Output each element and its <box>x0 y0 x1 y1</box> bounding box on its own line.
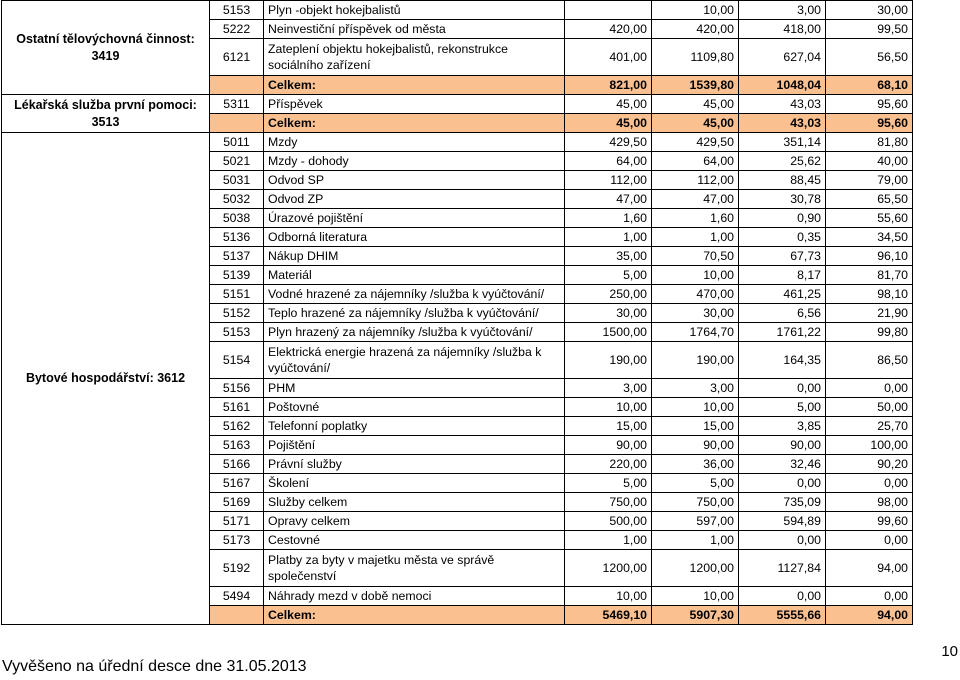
value-col-3: 0,90 <box>739 209 826 228</box>
value-col-2: 10,00 <box>652 1 739 20</box>
value-col-1: 5,00 <box>565 474 652 493</box>
value-col-1: 5,00 <box>565 266 652 285</box>
item-code: 5139 <box>210 266 264 285</box>
item-code: 5162 <box>210 417 264 436</box>
item-description: Platby za byty v majetku města ve správě společenství <box>264 550 565 587</box>
value-col-percent: 96,10 <box>826 247 913 266</box>
value-col-2: 10,00 <box>652 398 739 417</box>
value-col-1: 500,00 <box>565 512 652 531</box>
item-description: Cestovné <box>264 531 565 550</box>
value-col-percent: 50,00 <box>826 398 913 417</box>
budget-table <box>1 0 913 625</box>
value-col-percent: 95,60 <box>826 114 913 133</box>
item-code: 5494 <box>210 587 264 606</box>
value-col-3: 3,00 <box>739 1 826 20</box>
item-description: Náhrady mezd v době nemoci <box>264 587 565 606</box>
item-code: 5169 <box>210 493 264 512</box>
value-col-3: 5555,66 <box>739 606 826 625</box>
value-col-3: 1761,22 <box>739 323 826 342</box>
item-description: Služby celkem <box>264 493 565 512</box>
value-col-3: 30,78 <box>739 190 826 209</box>
item-code: 5153 <box>210 323 264 342</box>
item-description: Odvod ZP <box>264 190 565 209</box>
item-description: PHM <box>264 379 565 398</box>
value-col-1: 429,50 <box>565 133 652 152</box>
value-col-percent: 68,10 <box>826 76 913 95</box>
value-col-percent: 21,90 <box>826 304 913 323</box>
value-col-percent: 0,00 <box>826 587 913 606</box>
value-col-percent: 79,00 <box>826 171 913 190</box>
value-col-3: 1048,04 <box>739 76 826 95</box>
value-col-3: 88,45 <box>739 171 826 190</box>
item-code: 5161 <box>210 398 264 417</box>
value-col-percent: 40,00 <box>826 152 913 171</box>
footer-posted-note: Vyvěšeno na úřední desce dne 31.05.2013 <box>2 658 307 675</box>
item-code: 5163 <box>210 436 264 455</box>
value-col-1: 401,00 <box>565 39 652 76</box>
value-col-1: 190,00 <box>565 342 652 379</box>
value-col-percent: 99,50 <box>826 20 913 39</box>
item-code <box>210 76 264 95</box>
value-col-3: 3,85 <box>739 417 826 436</box>
value-col-percent: 98,00 <box>826 493 913 512</box>
item-code: 5171 <box>210 512 264 531</box>
value-col-1: 15,00 <box>565 417 652 436</box>
section-title: Lékařská služba první pomoci: 3513 <box>2 95 210 133</box>
item-code: 5152 <box>210 304 264 323</box>
total-label: Celkem: <box>264 76 565 95</box>
value-col-2: 10,00 <box>652 266 739 285</box>
value-col-percent: 94,00 <box>826 606 913 625</box>
value-col-2: 420,00 <box>652 20 739 39</box>
value-col-percent: 98,10 <box>826 285 913 304</box>
value-col-2: 47,00 <box>652 190 739 209</box>
value-col-3: 90,00 <box>739 436 826 455</box>
value-col-3: 6,56 <box>739 304 826 323</box>
value-col-percent: 81,80 <box>826 133 913 152</box>
value-col-1: 35,00 <box>565 247 652 266</box>
value-col-percent: 0,00 <box>826 531 913 550</box>
value-col-3: 0,00 <box>739 587 826 606</box>
value-col-2: 70,50 <box>652 247 739 266</box>
value-col-1: 10,00 <box>565 398 652 417</box>
item-description: Nákup DHIM <box>264 247 565 266</box>
value-col-3: 461,25 <box>739 285 826 304</box>
value-col-1: 5469,10 <box>565 606 652 625</box>
value-col-3: 43,03 <box>739 114 826 133</box>
item-code: 5166 <box>210 455 264 474</box>
value-col-2: 15,00 <box>652 417 739 436</box>
value-col-percent: 0,00 <box>826 474 913 493</box>
value-col-percent: 65,50 <box>826 190 913 209</box>
value-col-2: 429,50 <box>652 133 739 152</box>
value-col-2: 30,00 <box>652 304 739 323</box>
item-description: Úrazové pojištění <box>264 209 565 228</box>
item-code: 5137 <box>210 247 264 266</box>
value-col-1: 750,00 <box>565 493 652 512</box>
item-code: 5153 <box>210 1 264 20</box>
value-col-2: 64,00 <box>652 152 739 171</box>
value-col-3: 164,35 <box>739 342 826 379</box>
total-label: Celkem: <box>264 114 565 133</box>
item-description: Mzdy <box>264 133 565 152</box>
value-col-3: 1127,84 <box>739 550 826 587</box>
item-description: Příspěvek <box>264 95 565 114</box>
item-code: 5156 <box>210 379 264 398</box>
value-col-1: 112,00 <box>565 171 652 190</box>
value-col-1: 420,00 <box>565 20 652 39</box>
table-row <box>2 133 913 152</box>
value-col-2: 1200,00 <box>652 550 739 587</box>
item-code: 5311 <box>210 95 264 114</box>
value-col-1: 45,00 <box>565 95 652 114</box>
value-col-1: 1200,00 <box>565 550 652 587</box>
item-code: 5154 <box>210 342 264 379</box>
value-col-1: 10,00 <box>565 587 652 606</box>
item-description: Vodné hrazené za nájemníky /služba k vyúčtování/ <box>264 285 565 304</box>
value-col-3: 0,00 <box>739 474 826 493</box>
value-col-2: 45,00 <box>652 95 739 114</box>
value-col-percent: 94,00 <box>826 550 913 587</box>
value-col-2: 10,00 <box>652 587 739 606</box>
item-code <box>210 114 264 133</box>
value-col-3: 627,04 <box>739 39 826 76</box>
value-col-1: 3,00 <box>565 379 652 398</box>
value-col-1: 250,00 <box>565 285 652 304</box>
value-col-percent: 25,70 <box>826 417 913 436</box>
value-col-percent: 95,60 <box>826 95 913 114</box>
value-col-1: 1,00 <box>565 531 652 550</box>
item-description: Telefonní poplatky <box>264 417 565 436</box>
section-title: Ostatní tělovýchovná činnost: 3419 <box>2 1 210 95</box>
value-col-1 <box>565 1 652 20</box>
value-col-percent: 100,00 <box>826 436 913 455</box>
value-col-3: 25,62 <box>739 152 826 171</box>
value-col-2: 750,00 <box>652 493 739 512</box>
item-description: Odborná literatura <box>264 228 565 247</box>
item-code: 5136 <box>210 228 264 247</box>
value-col-2: 90,00 <box>652 436 739 455</box>
value-col-2: 5,00 <box>652 474 739 493</box>
item-description: Školení <box>264 474 565 493</box>
item-code: 5021 <box>210 152 264 171</box>
item-code: 5032 <box>210 190 264 209</box>
item-description: Plyn hrazený za nájemníky /služba k vyúčtování/ <box>264 323 565 342</box>
value-col-2: 3,00 <box>652 379 739 398</box>
value-col-1: 45,00 <box>565 114 652 133</box>
table-row <box>2 95 913 114</box>
value-col-2: 5907,30 <box>652 606 739 625</box>
value-col-3: 0,35 <box>739 228 826 247</box>
value-col-1: 821,00 <box>565 76 652 95</box>
value-col-3: 5,00 <box>739 398 826 417</box>
value-col-2: 112,00 <box>652 171 739 190</box>
value-col-3: 67,73 <box>739 247 826 266</box>
item-code: 5173 <box>210 531 264 550</box>
value-col-1: 1500,00 <box>565 323 652 342</box>
value-col-3: 594,89 <box>739 512 826 531</box>
value-col-3: 735,09 <box>739 493 826 512</box>
value-col-percent: 90,20 <box>826 455 913 474</box>
item-description: Materiál <box>264 266 565 285</box>
value-col-3: 43,03 <box>739 95 826 114</box>
item-code <box>210 606 264 625</box>
item-code: 5151 <box>210 285 264 304</box>
item-description: Opravy celkem <box>264 512 565 531</box>
value-col-1: 1,00 <box>565 228 652 247</box>
value-col-1: 30,00 <box>565 304 652 323</box>
item-description: Plyn -objekt hokejbalistů <box>264 1 565 20</box>
item-code: 5011 <box>210 133 264 152</box>
value-col-1: 47,00 <box>565 190 652 209</box>
value-col-percent: 56,50 <box>826 39 913 76</box>
value-col-2: 597,00 <box>652 512 739 531</box>
item-description: Pojištění <box>264 436 565 455</box>
value-col-2: 470,00 <box>652 285 739 304</box>
item-code: 5222 <box>210 20 264 39</box>
value-col-1: 90,00 <box>565 436 652 455</box>
total-label: Celkem: <box>264 606 565 625</box>
item-description: Zateplení objektu hokejbalistů, rekonstrukce sociálního zařízení <box>264 39 565 76</box>
item-description: Teplo hrazené za nájemníky /služba k vyúčtování/ <box>264 304 565 323</box>
item-description: Elektrická energie hrazená za nájemníky /služba k vyúčtování/ <box>264 342 565 379</box>
section-title: Bytové hospodářství: 3612 <box>2 133 210 625</box>
item-code: 5031 <box>210 171 264 190</box>
item-code: 5192 <box>210 550 264 587</box>
value-col-percent: 30,00 <box>826 1 913 20</box>
value-col-percent: 81,70 <box>826 266 913 285</box>
value-col-1: 64,00 <box>565 152 652 171</box>
item-code: 5167 <box>210 474 264 493</box>
value-col-2: 190,00 <box>652 342 739 379</box>
item-description: Neinvestiční příspěvek od města <box>264 20 565 39</box>
item-description: Odvod SP <box>264 171 565 190</box>
value-col-3: 0,00 <box>739 531 826 550</box>
page-number: 10 <box>941 643 958 660</box>
item-code: 5038 <box>210 209 264 228</box>
item-code: 6121 <box>210 39 264 76</box>
value-col-3: 351,14 <box>739 133 826 152</box>
value-col-2: 1764,70 <box>652 323 739 342</box>
item-description: Poštovné <box>264 398 565 417</box>
value-col-2: 45,00 <box>652 114 739 133</box>
value-col-2: 1,60 <box>652 209 739 228</box>
value-col-3: 418,00 <box>739 20 826 39</box>
value-col-percent: 99,80 <box>826 323 913 342</box>
value-col-2: 1,00 <box>652 228 739 247</box>
value-col-percent: 34,50 <box>826 228 913 247</box>
item-description: Mzdy - dohody <box>264 152 565 171</box>
value-col-2: 1,00 <box>652 531 739 550</box>
value-col-percent: 55,60 <box>826 209 913 228</box>
value-col-percent: 99,60 <box>826 512 913 531</box>
value-col-3: 32,46 <box>739 455 826 474</box>
value-col-3: 8,17 <box>739 266 826 285</box>
value-col-3: 0,00 <box>739 379 826 398</box>
table-row <box>2 1 913 20</box>
value-col-1: 1,60 <box>565 209 652 228</box>
value-col-percent: 0,00 <box>826 379 913 398</box>
value-col-2: 1539,80 <box>652 76 739 95</box>
value-col-1: 220,00 <box>565 455 652 474</box>
value-col-2: 1109,80 <box>652 39 739 76</box>
item-description: Právní služby <box>264 455 565 474</box>
value-col-2: 36,00 <box>652 455 739 474</box>
value-col-percent: 86,50 <box>826 342 913 379</box>
